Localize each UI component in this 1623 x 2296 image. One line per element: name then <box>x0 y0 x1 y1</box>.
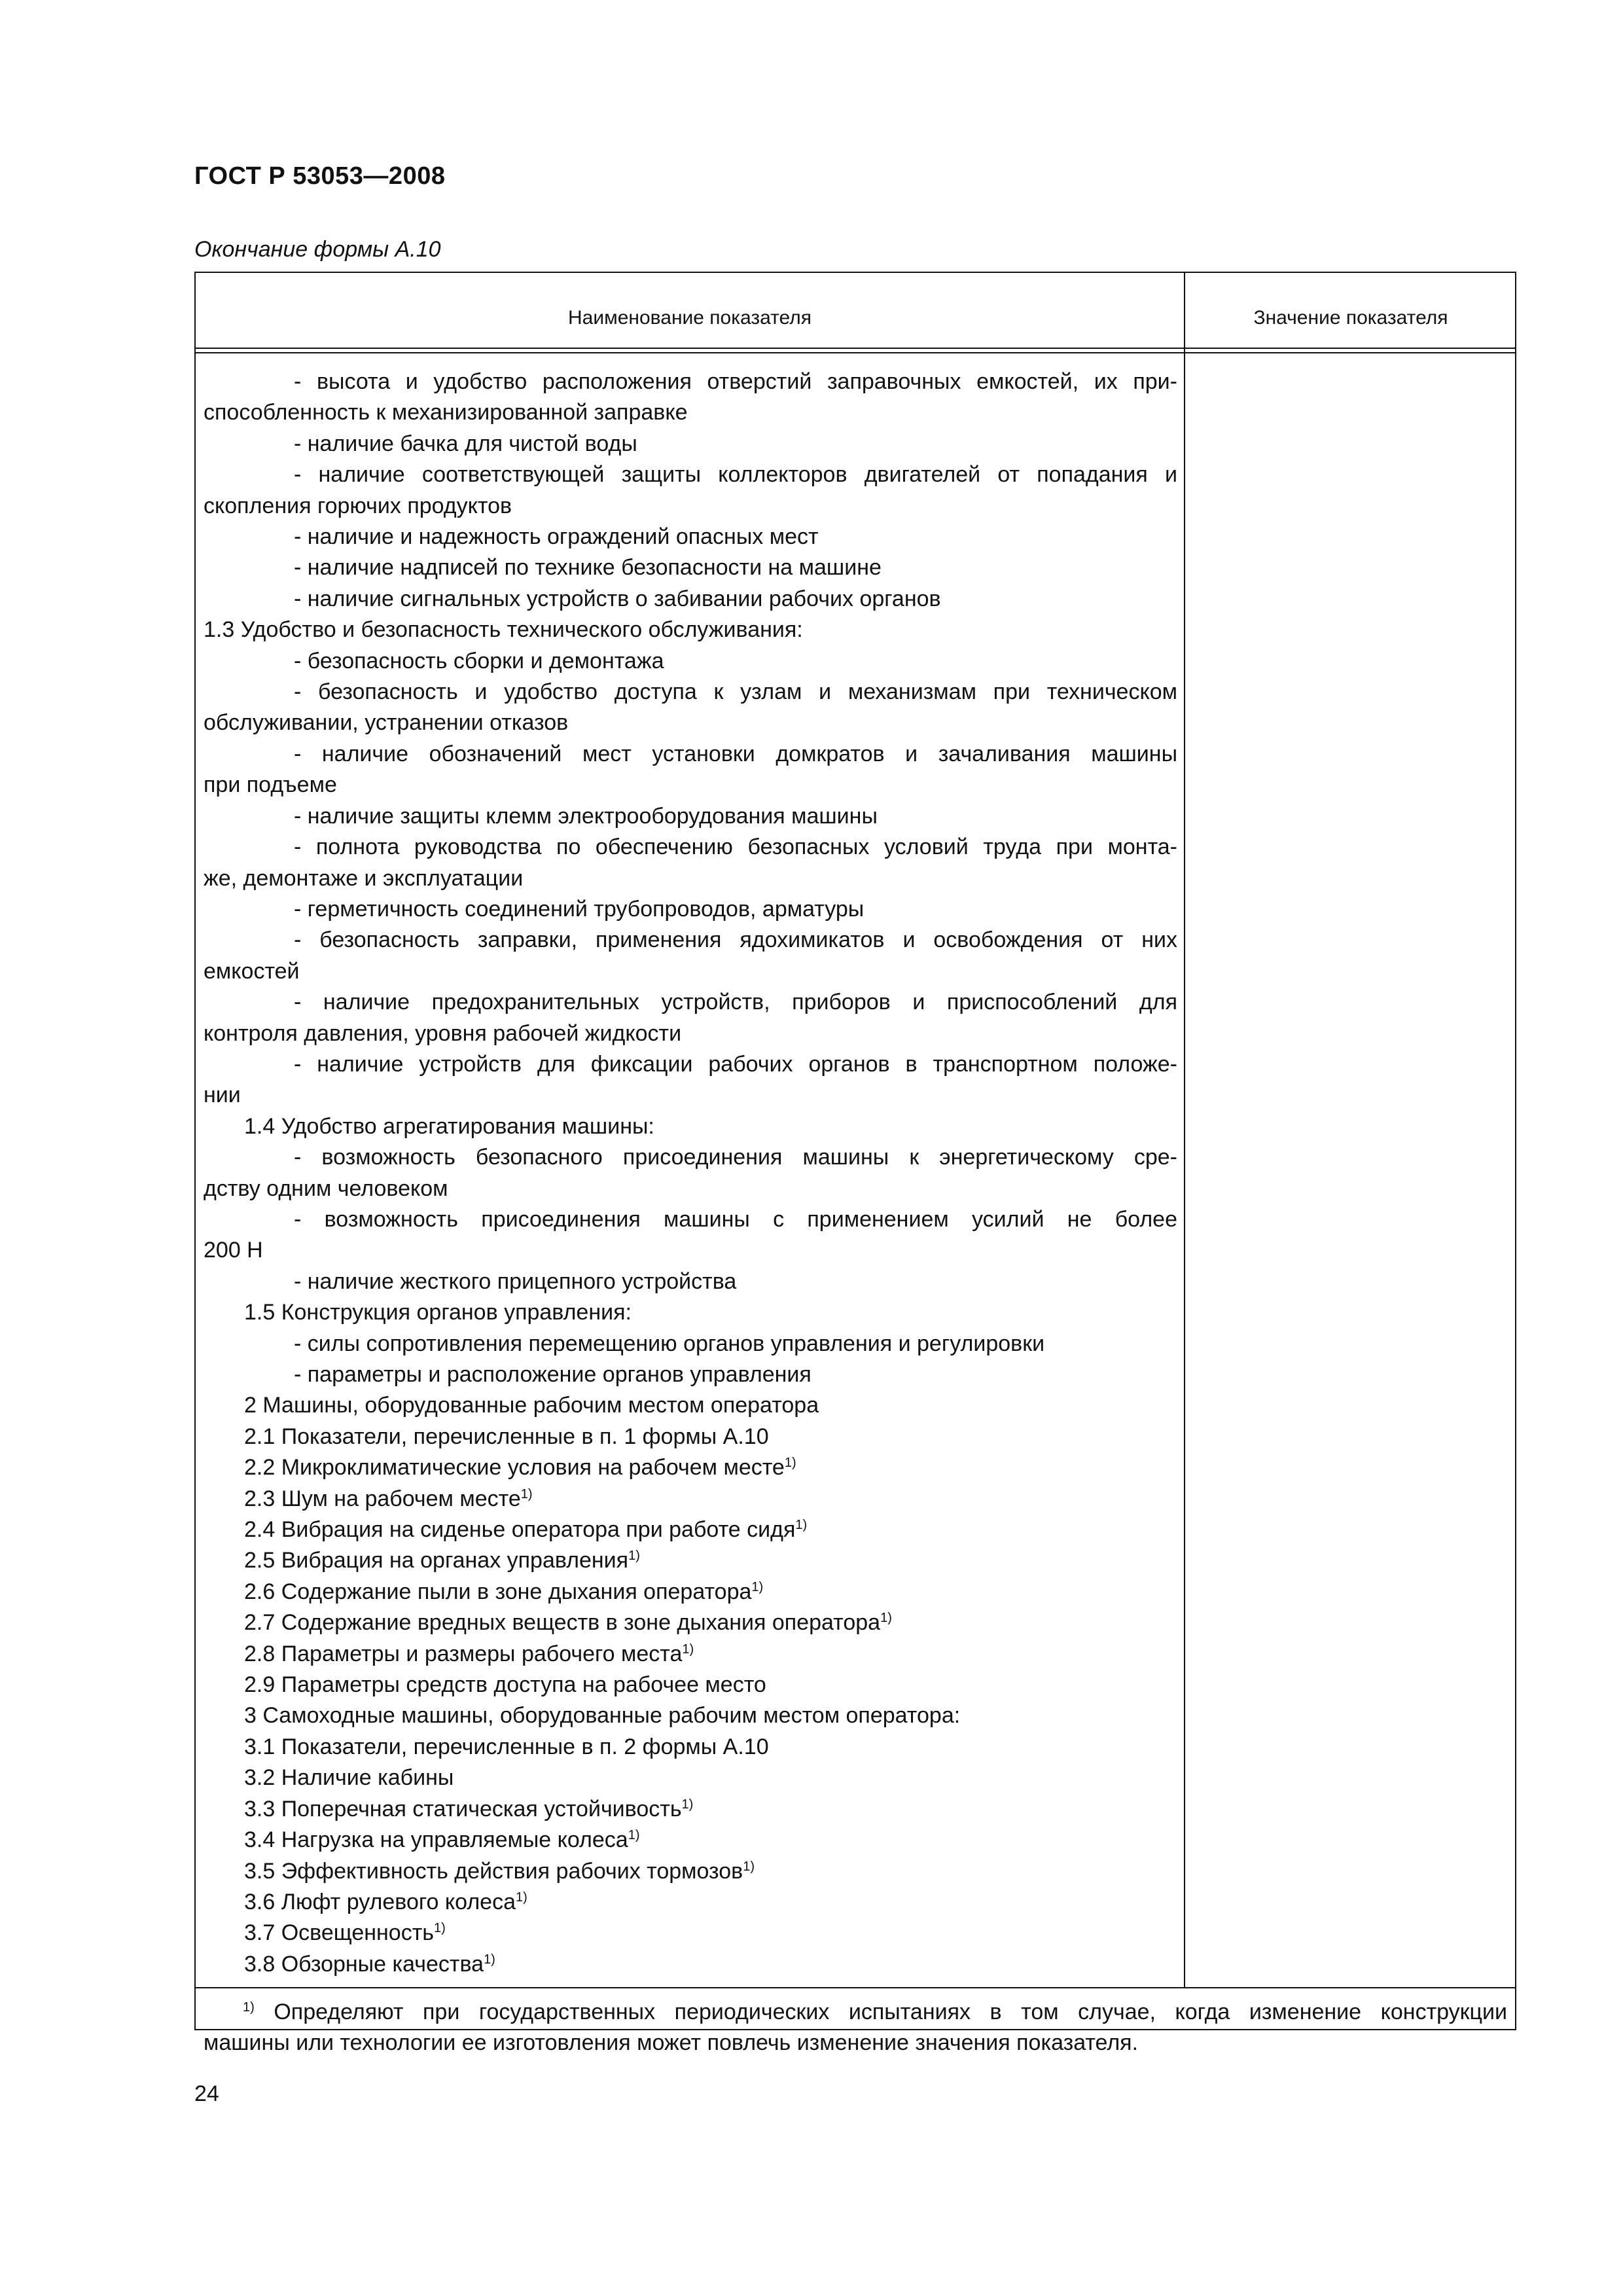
row-text: 3.8 Обзорные качества <box>244 1951 484 1977</box>
table-row <box>204 1452 1177 1483</box>
footnote-marker: 1) <box>681 1797 694 1812</box>
column-divider <box>1184 273 1185 1987</box>
footnote-marker: 1) <box>243 2000 255 2015</box>
table-row: - герметичность соединений трубопроводов, арматуры <box>294 896 865 922</box>
table-row <box>204 1639 1177 1670</box>
table-row <box>204 1607 1177 1638</box>
table-row <box>204 1856 1177 1887</box>
table-row <box>204 1887 1177 1918</box>
footnote-marker: 1) <box>682 1641 694 1657</box>
table-row: обслуживании, устранении отказов <box>204 710 569 736</box>
footnote-text-1: Определяют при государственных периодических испытаниях в том случае, когда изменение конструкции <box>274 2000 1507 2024</box>
indicators-table <box>194 272 1516 2056</box>
table-row: дству одним человеком <box>204 1175 448 1201</box>
table-row: - наличие соответствующей защиты коллекторов двигателей от попадания и <box>294 462 1177 488</box>
footnote-marker: 1) <box>784 1456 796 1471</box>
table-row <box>204 1577 1177 1607</box>
document-header: ГОСТ Р 53053—2008 <box>194 162 446 190</box>
table-row: скопления горючих продуктов <box>204 493 512 518</box>
table-row: - безопасность и удобство доступа к узлам и механизмам при техническом <box>294 679 1177 705</box>
row-text: 2.8 Параметры и размеры рабочего места <box>244 1641 683 1666</box>
table-row <box>204 1794 1177 1825</box>
column-header-value: Значение показателя <box>1253 307 1448 329</box>
table-row: нии <box>204 1083 241 1108</box>
table-row: же, демонтаже и эксплуатации <box>204 865 524 891</box>
row-text: 3.4 Нагрузка на управляемые колеса <box>244 1827 628 1853</box>
table-row: - наличие жесткого прицепного устройства <box>294 1268 737 1294</box>
footnote-marker: 1) <box>434 1921 446 1936</box>
table-row: - высота и удобство расположения отверстий заправочных емкостей, их при- <box>294 369 1177 394</box>
row-text: 3.3 Поперечная статическая устойчивость <box>244 1796 682 1821</box>
table-row <box>204 1825 1177 1856</box>
table-row: - наличие и надежность ограждений опасных мест <box>294 524 819 550</box>
table-row: - возможность безопасного присоединения машины к энергетическому сре- <box>294 1145 1177 1170</box>
table-row: - силы сопротивления перемещению органов управления и регулировки <box>294 1331 1045 1356</box>
row-text: 2.2 Микроклиматические условия на рабочем месте <box>244 1455 785 1480</box>
footnote-marker: 1) <box>880 1611 892 1626</box>
table-row: емкостей <box>204 958 300 984</box>
table-row: - наличие устройств для фиксации рабочих органов в транспортном положе- <box>294 1051 1177 1077</box>
table-row: 3 Самоходные машины, оборудованные рабочим местом оператора: <box>244 1703 961 1729</box>
row-text: 3.7 Освещенность <box>244 1920 434 1946</box>
table-row <box>204 1918 1177 1948</box>
header-double-rule <box>196 348 1515 353</box>
footnote-marker: 1) <box>628 1549 640 1564</box>
table-row <box>204 1515 1177 1545</box>
footnote-marker: 1) <box>751 1579 764 1594</box>
table-footnote <box>204 1997 1507 2059</box>
row-text: 2.5 Вибрация на органах управления <box>244 1548 629 1573</box>
table-row: - безопасность заправки, применения ядохимикатов и освобождения от них <box>294 927 1177 953</box>
footnote-marker: 1) <box>515 1890 527 1905</box>
row-text: 3.6 Люфт рулевого колеса <box>244 1889 516 1914</box>
row-text: 2.6 Содержание пыли в зоне дыхания оператора <box>244 1579 752 1604</box>
table-row: контроля давления, уровня рабочей жидкости <box>204 1020 682 1046</box>
row-text: 2.7 Содержание вредных веществ в зоне дыхания оператора <box>244 1610 881 1636</box>
table-row: - параметры и расположение органов управления <box>294 1362 812 1387</box>
row-text: 2.3 Шум на рабочем месте <box>244 1486 521 1511</box>
row-text: 3.5 Эффективность действия рабочих тормозов <box>244 1858 743 1884</box>
footnote-marker: 1) <box>628 1828 640 1843</box>
footnote-marker: 1) <box>743 1859 755 1874</box>
table-row <box>204 1484 1177 1515</box>
table-row: - наличие бачка для чистой воды <box>294 431 637 456</box>
table-row: - полнота руководства по обеспечению безопасных условий труда при монта- <box>294 834 1177 860</box>
table-row: 3.2 Наличие кабины <box>244 1765 454 1791</box>
table-row: 3.1 Показатели, перечисленные в п. 2 формы А.10 <box>244 1734 769 1759</box>
table-row: - возможность присоединения машины с применением усилий не более <box>294 1206 1177 1232</box>
table-row: - наличие сигнальных устройств о забивании рабочих органов <box>294 586 941 611</box>
form-caption: Окончание формы А.10 <box>194 237 441 262</box>
table-row: - безопасность сборки и демонтажа <box>294 648 664 673</box>
table-row: способленность к механизированной заправке <box>204 400 688 425</box>
table-row: 1.4 Удобство агрегатирования машины: <box>244 1113 654 1139</box>
column-header-name: Наименование показателя <box>568 307 812 329</box>
table-row <box>204 1545 1177 1576</box>
page-number: 24 <box>194 2081 219 2106</box>
footnote-marker: 1) <box>484 1952 495 1967</box>
table-row: - наличие защиты клемм электрооборудования машины <box>294 803 878 829</box>
table-row: - наличие обозначений мест установки домкратов и зачаливания машины <box>294 741 1177 766</box>
footnote-marker: 1) <box>795 1518 808 1533</box>
indicator-rows <box>204 367 1177 1980</box>
table-row: 2.9 Параметры средств доступа на рабочее место <box>244 1672 766 1698</box>
table-row: - наличие предохранительных устройств, приборов и приспособлений для <box>294 990 1177 1015</box>
table-row: 1.3 Удобство и безопасность технического обслуживания: <box>204 617 803 643</box>
footnote-line-1 <box>204 1997 1507 2028</box>
table-row: 2.1 Показатели, перечисленные в п. 1 формы А.10 <box>244 1424 769 1449</box>
table-row: - наличие надписей по технике безопасности на машине <box>294 555 882 581</box>
table-row: при подъеме <box>204 772 337 798</box>
row-text: 2.4 Вибрация на сиденье оператора при работе сидя <box>244 1517 796 1543</box>
table-row: 2 Машины, оборудованные рабочим местом оператора <box>244 1393 819 1418</box>
table-row <box>204 1949 1177 1980</box>
table-row: 200 Н <box>204 1238 263 1263</box>
footnote-text-2: машины или технологии ее изготовления может повлечь изменение значения показателя. <box>204 2030 1139 2056</box>
footnote-divider <box>196 1987 1515 1988</box>
table-row: 1.5 Конструкция органов управления: <box>244 1300 632 1325</box>
footnote-marker: 1) <box>520 1486 533 1501</box>
